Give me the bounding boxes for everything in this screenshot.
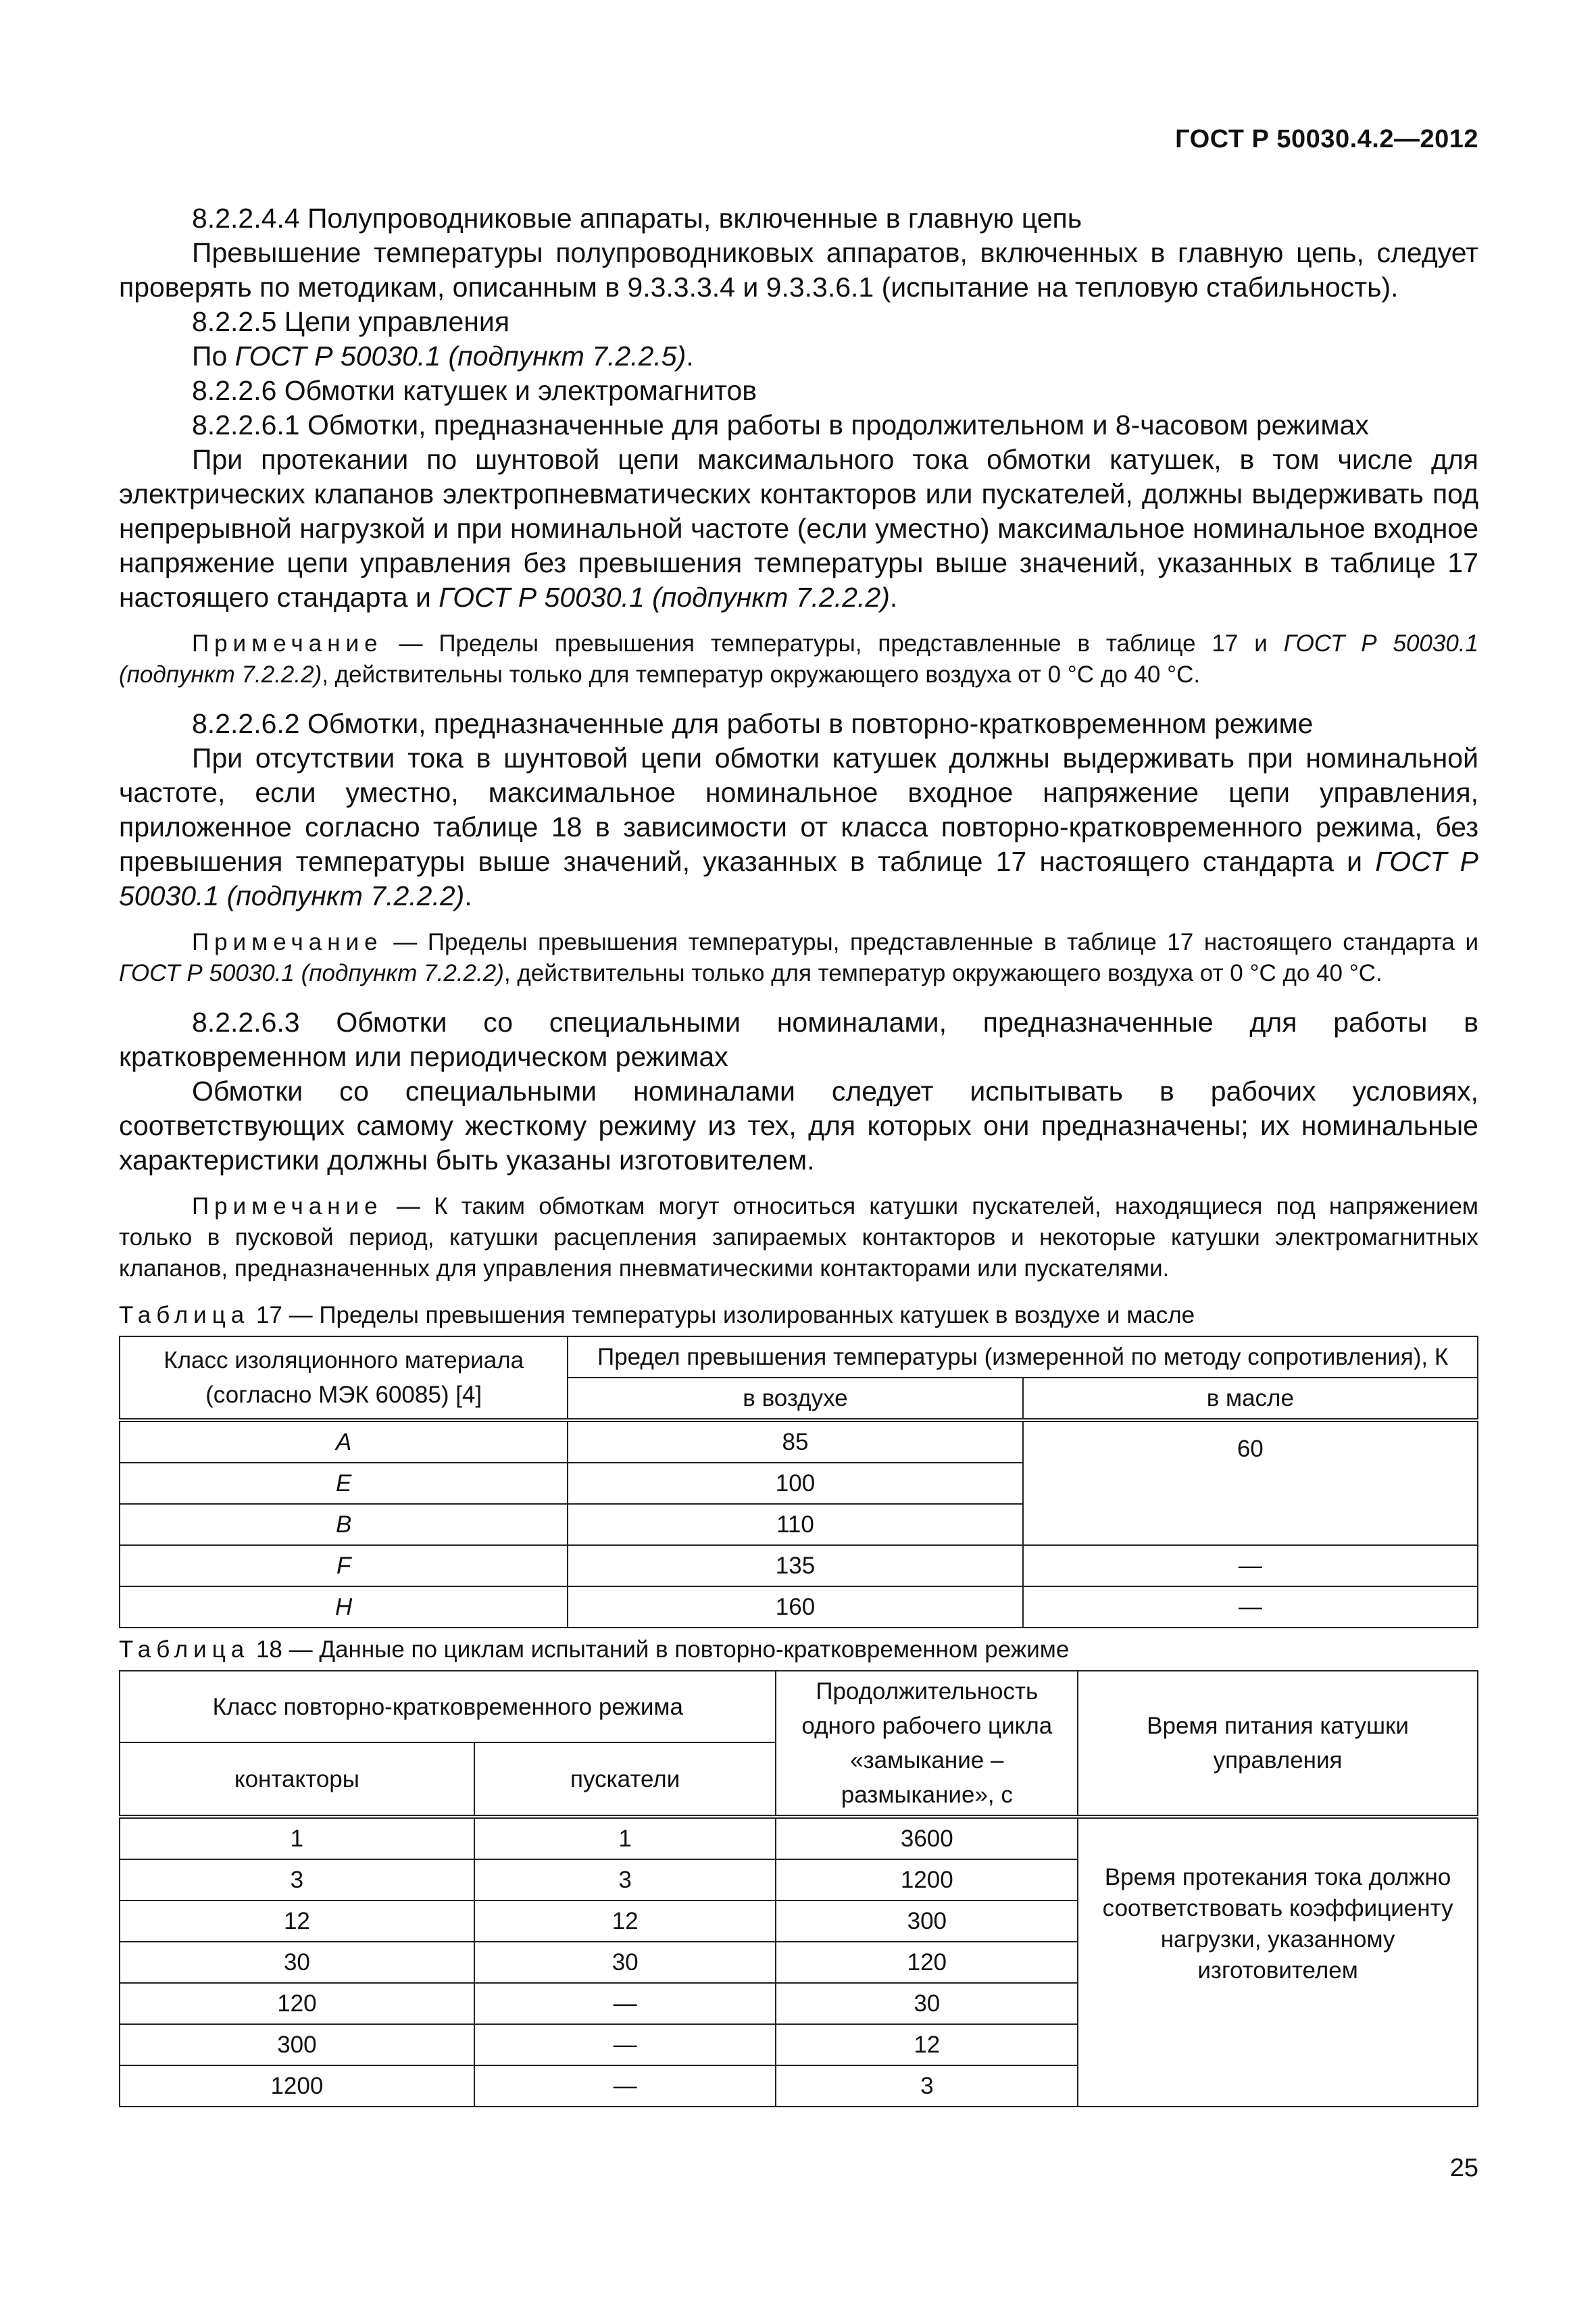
- paragraph: [119, 443, 1478, 615]
- table-cell: 1200: [776, 1859, 1078, 1901]
- standard-reference: ГОСТ Р 50030.1 (подпункт 7.2.2.2): [119, 630, 1478, 688]
- text: .: [464, 880, 472, 911]
- table-header-cell: контакторы: [120, 1742, 474, 1817]
- text: — К таким обмоткам могут относиться катушки пускателей, находящиеся под напряжением только в пусковой период, катушки расцепления запираемых контакторов и некоторые катушки электромагнитных клапанов, предназначенных для управления пневматическими контакторами или пускателями.: [119, 1193, 1478, 1282]
- text: По: [192, 341, 235, 372]
- table-cell: F: [120, 1545, 568, 1586]
- table-header-cell: в воздухе: [568, 1378, 1022, 1420]
- table-header-cell: Предел превышения температуры (измеренной по методу сопротивления), К: [568, 1336, 1478, 1378]
- page-number: 25: [1449, 2154, 1478, 2182]
- table-cell: 120: [776, 1942, 1078, 1983]
- table-cell: —: [474, 1983, 776, 2024]
- paragraph: 8.2.2.6 Обмотки катушек и электромагнитов: [192, 375, 757, 406]
- standard-reference: ГОСТ Р 50030.1 (подпункт 7.2.2.2): [119, 846, 1478, 911]
- paragraph: [119, 339, 1478, 374]
- table-header-cell: в масле: [1023, 1378, 1478, 1420]
- table-header-cell: Время питания катушки управления: [1078, 1671, 1478, 1817]
- note-label: Примечание: [192, 630, 383, 657]
- table-cell: 3: [474, 1859, 776, 1901]
- table-cell: 12: [776, 2024, 1078, 2065]
- text: При отсутствии тока в шунтовой цепи обмотки катушек должны выдерживать при номинальной частоте, если уместно, максимальное номинальное входное напряжение цепи управления, приложенное согласно таблице 18 в зависимости от класса повторно-кратковременного режима, без превышения температуры выше значений, указанных в таблице 17 настоящего стандарта и: [119, 743, 1478, 877]
- table-cell: 3: [120, 1859, 474, 1901]
- table-cell: A: [120, 1420, 568, 1463]
- table-cell: 12: [120, 1901, 474, 1942]
- table-cell: 30: [474, 1942, 776, 1983]
- table-caption-label: Таблица: [119, 1302, 250, 1328]
- note: [119, 927, 1478, 989]
- table-cell: 110: [568, 1504, 1022, 1545]
- text: , действительны только для температур окружающего воздуха от 0 °С до 40 °С.: [322, 661, 1201, 688]
- text: При протекании по шунтовой цепи максимального тока обмотки катушек, в том числе для электрических клапанов электропневматических контакторов или пускателей, должны выдерживать под непрерывной нагрузкой и при номинальной частоте (если уместно) максимальное номинальное входное напряжение цепи управления без превышения температуры выше значений, указанных в таблице 17 настоящего стандарта и: [119, 444, 1478, 613]
- table-cell: H: [120, 1586, 568, 1628]
- table-cell: 3: [776, 2065, 1078, 2107]
- table-row: [120, 1545, 1478, 1586]
- paragraph: 8.2.2.5 Цепи управления: [192, 306, 510, 337]
- paragraph: 8.2.2.4.4 Полупроводниковые аппараты, включенные в главную цепь: [192, 203, 1082, 234]
- standard-reference: ГОСТ Р 50030.1 (подпункт 7.2.2.5): [234, 341, 687, 372]
- table-cell: —: [474, 2024, 776, 2065]
- table-cell: 12: [474, 1901, 776, 1942]
- table-cell: —: [1023, 1545, 1478, 1586]
- table-caption: [119, 1635, 1478, 1665]
- table-17: [119, 1336, 1478, 1628]
- text: — Пределы превышения температуры, представленные в таблице 17 настоящего стандарта и: [382, 929, 1478, 955]
- table-caption-text: 18 — Данные по циклам испытаний в повторно-кратковременном режиме: [249, 1636, 1070, 1663]
- table-header-cell: Продолжительность одного рабочего цикла «замыкание – размыкание», с: [776, 1671, 1078, 1817]
- table-cell: 30: [120, 1942, 474, 1983]
- table-cell: —: [1023, 1586, 1478, 1628]
- table-header-cell: Класс повторно-кратковременного режима: [120, 1671, 776, 1742]
- table-cell: 1: [120, 1817, 474, 1859]
- table-cell: 3600: [776, 1817, 1078, 1859]
- paragraph: [119, 741, 1478, 913]
- paragraph: 8.2.2.6.2 Обмотки, предназначенные для работы в повторно-кратковременном режиме: [192, 708, 1314, 739]
- note: [119, 1191, 1478, 1284]
- table-cell: E: [120, 1463, 568, 1504]
- table-cell: 135: [568, 1545, 1022, 1586]
- document-id: ГОСТ Р 50030.4.2—2012: [1175, 125, 1478, 153]
- table-row: [120, 1817, 1478, 1859]
- table-cell: 1: [474, 1817, 776, 1859]
- table-cell: 300: [776, 1901, 1078, 1942]
- text: — Пределы превышения температуры, представленные в таблице 17 и: [382, 630, 1284, 657]
- table-header-cell: пускатели: [474, 1742, 776, 1817]
- table-caption: [119, 1301, 1478, 1330]
- table-cell: 120: [120, 1983, 474, 2024]
- table-cell: —: [474, 2065, 776, 2107]
- table-row: [120, 1420, 1478, 1463]
- table-cell: 85: [568, 1420, 1022, 1463]
- standard-reference: ГОСТ Р 50030.1 (подпункт 7.2.2.2): [439, 582, 890, 613]
- table-cell: 160: [568, 1586, 1022, 1628]
- paragraph: Превышение температуры полупроводниковых аппаратов, включенных в главную цепь, следует проверять по методикам, описанным в 9.3.3.3.4 и 9.3.3.6.1 (испытание на тепловую стабильность).: [119, 237, 1478, 303]
- table-cell: Время протекания тока должно соответствовать коэффициенту нагрузки, указанному изготовителем: [1078, 1817, 1478, 2107]
- note-label: Примечание: [192, 1193, 383, 1219]
- note-label: Примечание: [192, 929, 383, 955]
- table-caption-label: Таблица: [119, 1636, 250, 1663]
- document-body: [119, 201, 1478, 2107]
- standard-reference: ГОСТ Р 50030.1 (подпункт 7.2.2.2): [119, 960, 504, 986]
- text: .: [889, 582, 898, 613]
- table-cell: 100: [568, 1463, 1022, 1504]
- text: , действительны только для температур окружающего воздуха от 0 °С до 40 °С.: [503, 960, 1382, 986]
- paragraph: 8.2.2.6.1 Обмотки, предназначенные для работы в продолжительном и 8-часовом режимах: [192, 409, 1369, 441]
- paragraph: Обмотки со специальными номиналами следует испытывать в рабочих условиях, соответствующих самому жесткому режиму из тех, для которых они предназначены; их номинальные характеристики должны быть указаны изготовителем.: [119, 1076, 1478, 1176]
- table-cell: 300: [120, 2024, 474, 2065]
- note: [119, 628, 1478, 690]
- table-header-cell: Класс изоляционного материала (согласно МЭК 60085) [4]: [120, 1336, 568, 1420]
- text: .: [686, 341, 694, 372]
- table-caption-text: 17 — Пределы превышения температуры изолированных катушек в воздухе и масле: [249, 1302, 1195, 1328]
- table-cell: 60: [1023, 1420, 1478, 1545]
- table-18: [119, 1670, 1478, 2107]
- table-cell: 30: [776, 1983, 1078, 2024]
- table-cell: 1200: [120, 2065, 474, 2107]
- table-row: [120, 1586, 1478, 1628]
- table-cell: B: [120, 1504, 568, 1545]
- paragraph: 8.2.2.6.3 Обмотки со специальными номиналами, предназначенные для работы в кратковременном или периодическом режимах: [119, 1007, 1478, 1072]
